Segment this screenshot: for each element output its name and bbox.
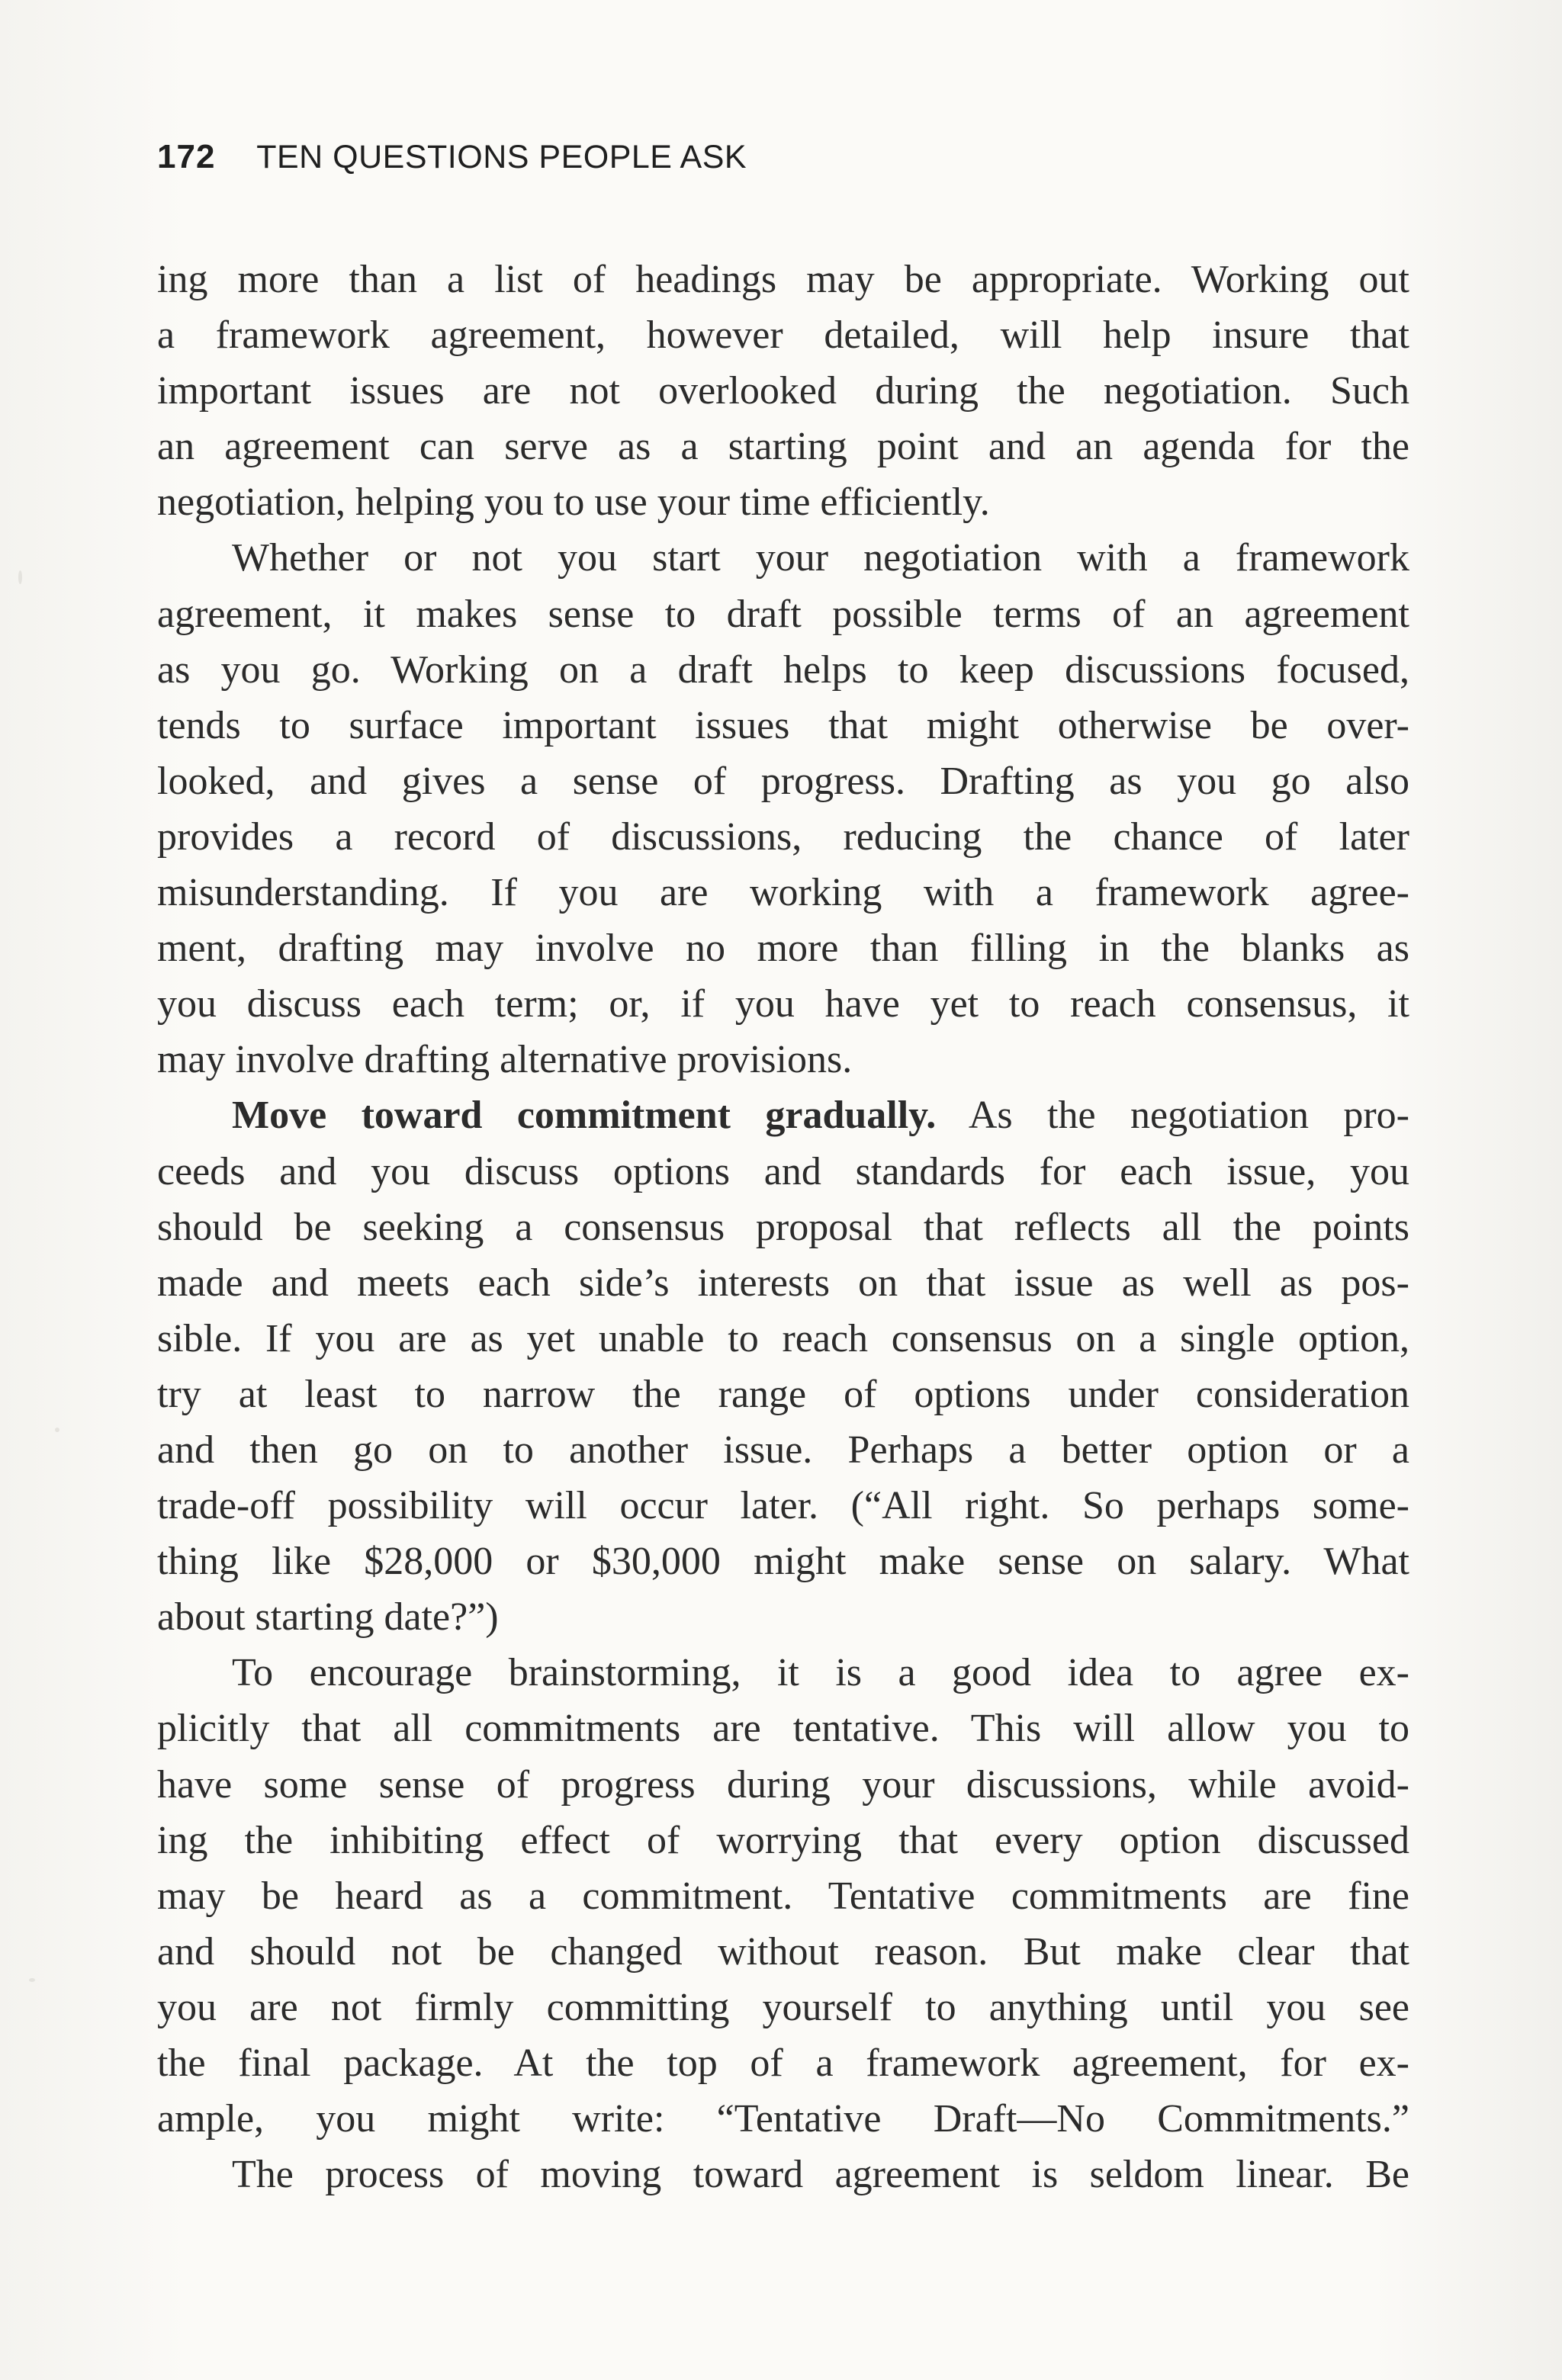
- paper-speck: [29, 1978, 35, 1982]
- text-line: The process of moving toward agreement is seldom linear. Be: [232, 2153, 1409, 2197]
- text-line: tends to surface important issues that might otherwise be over-: [157, 703, 1409, 747]
- text-line: plicitly that all commitments are tentative. This will allow you to: [157, 1707, 1409, 1751]
- text-line: ceeds and you discuss options and standards for each issue, you: [157, 1149, 1409, 1193]
- text-line: you discuss each term; or, if you have yet to reach consensus, it: [157, 982, 1409, 1026]
- text-line: misunderstanding. If you are working with a framework agree-: [157, 871, 1409, 915]
- text-line: negotiation, helping you to use your time efficiently.: [157, 480, 990, 525]
- text-line: thing like $28,000 or $30,000 might make sense on salary. What: [157, 1540, 1409, 1584]
- text-line: ample, you might write: “Tentative Draft—No Commitments.”: [157, 2097, 1409, 2141]
- text-line: you are not firmly committing yourself to anything until you see: [157, 1985, 1409, 2029]
- text-line: sible. If you are as yet unable to reach consensus on a single option,: [157, 1316, 1409, 1360]
- text-line: ment, drafting may involve no more than filling in the blanks as: [157, 927, 1409, 971]
- paper-speck: [18, 570, 22, 584]
- text-line: trade-off possibility will occur later. (“All right. So perhaps some-: [157, 1484, 1409, 1528]
- text-line: provides a record of discussions, reducing the chance of later: [157, 814, 1409, 859]
- text-line: about starting date?”): [157, 1595, 499, 1640]
- body-text: [157, 252, 1409, 2202]
- text-line: To encourage brainstorming, it is a good idea to agree ex-: [232, 1651, 1409, 1695]
- text-line: Whether or not you start your negotiation with a framework: [232, 536, 1409, 580]
- text-line: try at least to narrow the range of options under consideration: [157, 1372, 1409, 1416]
- text-line: may be heard as a commitment. Tentative commitments are fine: [157, 1874, 1409, 1918]
- bold-lead: Move toward commitment gradually.: [232, 1094, 937, 1138]
- text-line: ing more than a list of headings may be appropriate. Working out: [157, 258, 1409, 301]
- page-number: 172: [157, 138, 216, 175]
- text-line: should be seeking a consensus proposal that reflects all the points: [157, 1205, 1409, 1249]
- text-line: agreement, it makes sense to draft possible terms of an agreement: [157, 592, 1409, 636]
- text-line: ing the inhibiting effect of worrying that every option discussed: [157, 1818, 1409, 1862]
- text-line: made and meets each side’s interests on that issue as well as pos-: [157, 1261, 1409, 1305]
- text-line: and should not be changed without reason. But make clear that: [157, 1929, 1409, 1974]
- text-line: a framework agreement, however detailed, will help insure that: [157, 313, 1409, 358]
- text-line: and then go on to another issue. Perhaps a better option or a: [157, 1428, 1409, 1472]
- text-line: may involve drafting alternative provisions.: [157, 1038, 853, 1082]
- text-line: the final package. At the top of a framework agreement, for ex-: [157, 2041, 1409, 2085]
- text-line: have some sense of progress during your discussions, while avoid-: [157, 1762, 1409, 1807]
- paper-speck: [55, 1428, 59, 1432]
- text-line: looked, and gives a sense of progress. Drafting as you go also: [157, 759, 1409, 803]
- text-line: an agreement can serve as a starting point and an agenda for the: [157, 425, 1409, 469]
- text-line: as you go. Working on a draft helps to keep discussions focused,: [157, 647, 1409, 692]
- text-run: As the negotiation pro-: [968, 1094, 1409, 1138]
- text-line-with-bold-lead: [157, 1087, 1409, 1143]
- running-header: [157, 134, 1408, 180]
- running-title: TEN QUESTIONS PEOPLE ASK: [256, 139, 747, 175]
- text-line: important issues are not overlooked during the negotiation. Such: [157, 369, 1409, 413]
